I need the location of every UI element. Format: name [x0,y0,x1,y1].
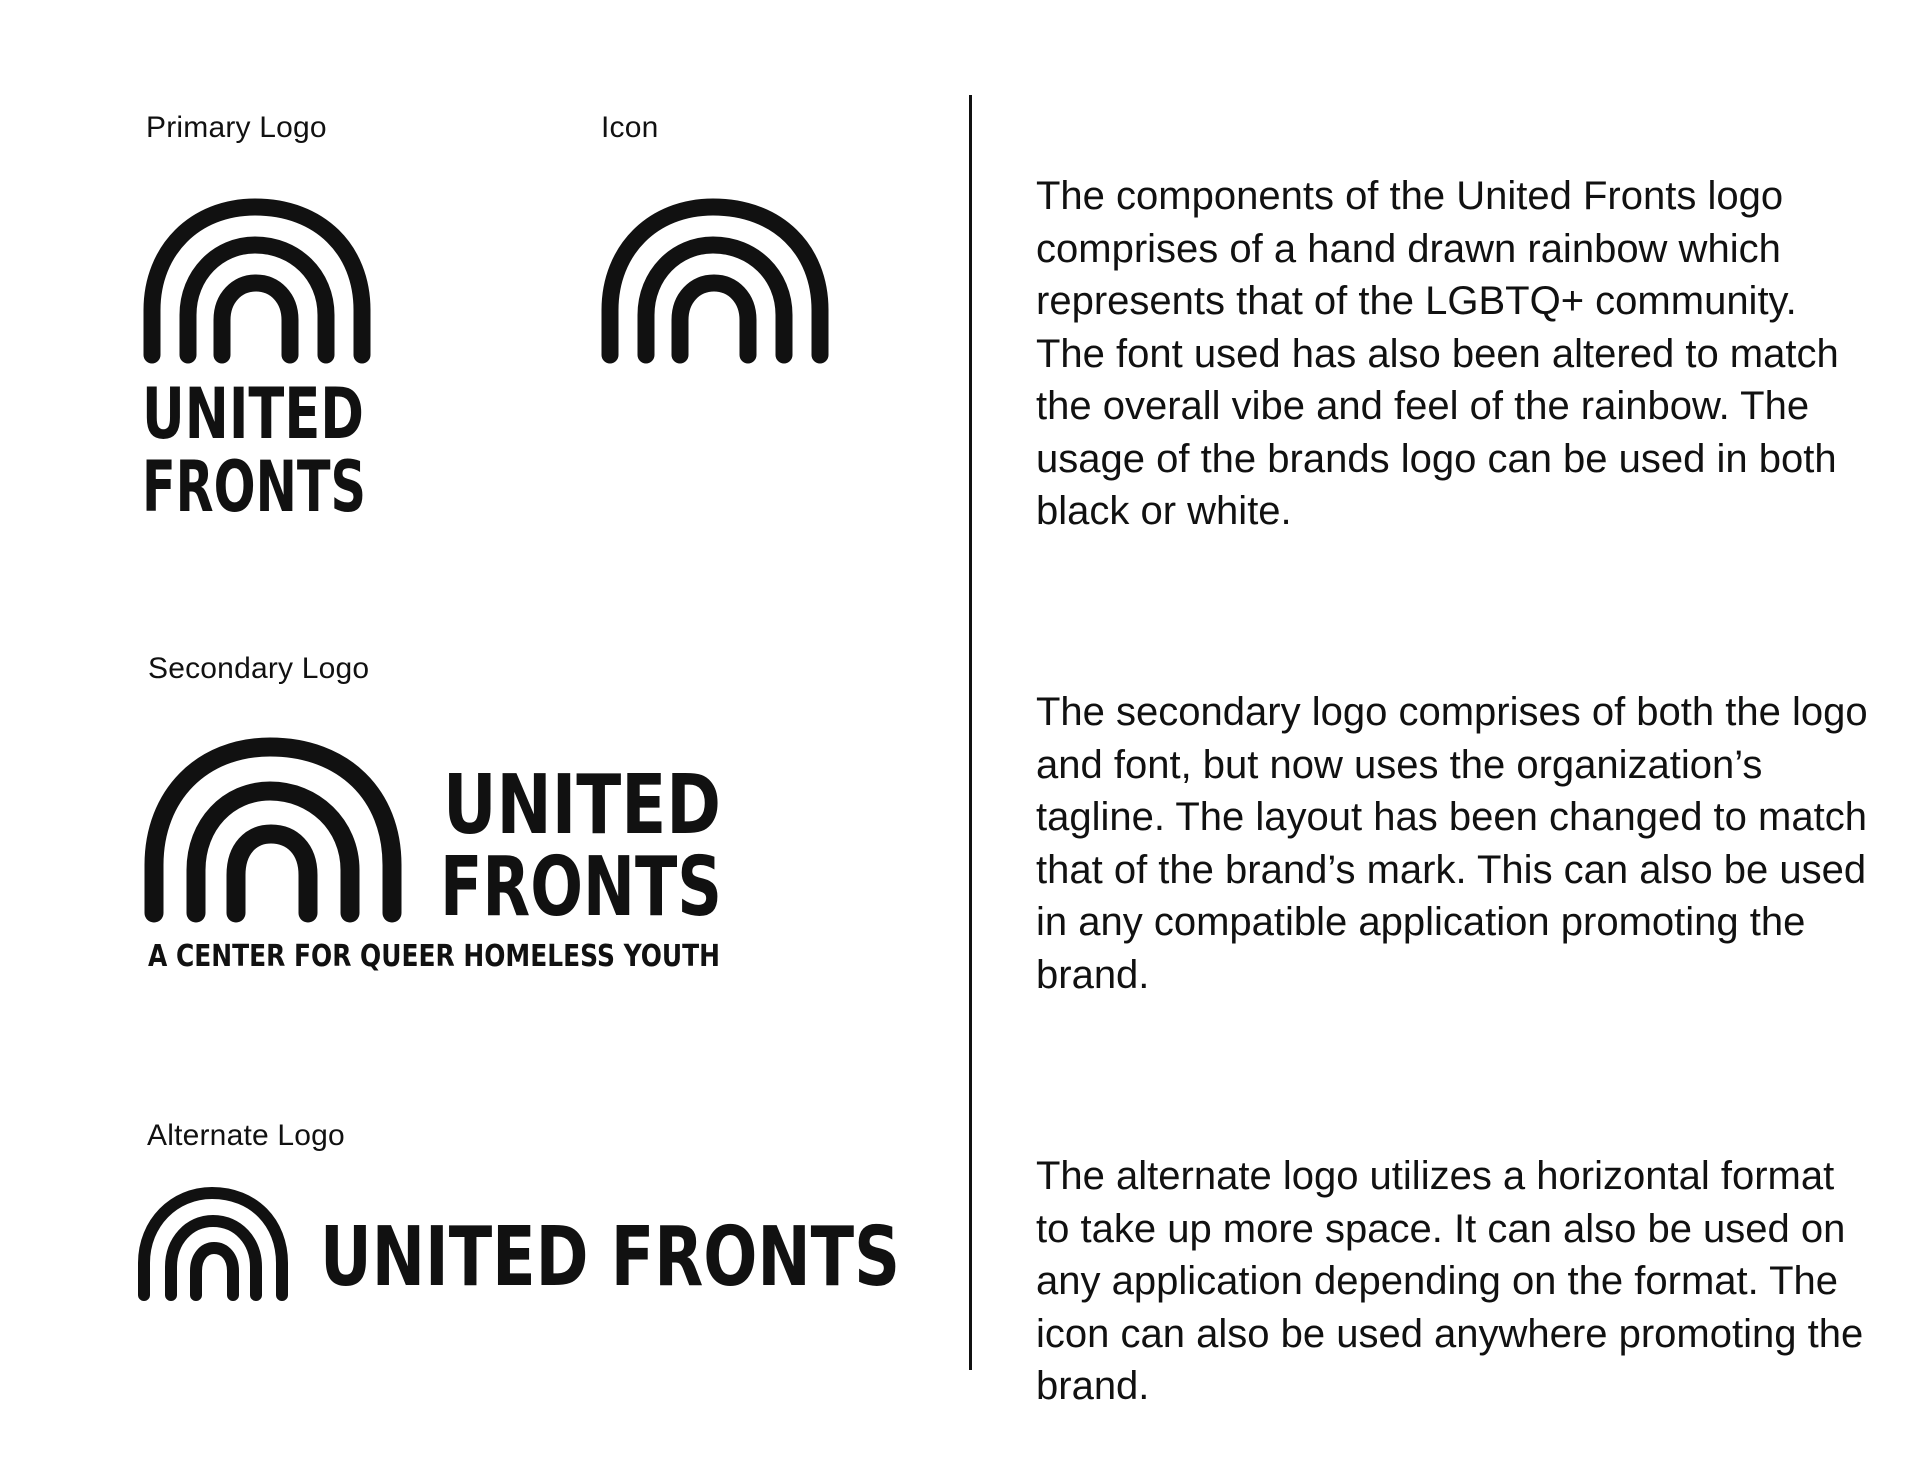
secondary-logo-label: Secondary Logo [148,652,370,685]
icon-logo [598,195,838,370]
rainbow-arches-icon [144,1193,282,1295]
icon-label: Icon [601,111,659,144]
secondary-logo [140,735,740,975]
secondary-word-united: UNITED [443,758,721,853]
alternate-wordmark: UNITED FRONTS [320,1210,900,1305]
alternate-logo-label: Alternate Logo [147,1119,345,1152]
secondary-word-fronts: FRONTS [440,840,722,935]
vertical-divider [969,95,972,1370]
primary-word-united: UNITED [142,373,364,455]
rainbow-arches-icon [154,747,392,913]
primary-logo-label: Primary Logo [146,111,327,144]
alternate-logo-description: The alternate logo utilizes a horizontal format to take up more space. It can also be used on any application depending on the format. The icon can also be used anywhere promoting the brand. [1036,1154,1864,1408]
alternate-logo [136,1185,906,1310]
secondary-tagline: A CENTER FOR QUEER HOMELESS YOUTH [148,939,720,974]
secondary-logo-description: The secondary logo comprises of both the logo and font, but now uses the organization’s tagline. The layout has been changed to match that of the brand’s mark. This can also be used in any compatible application promoting the brand. [1036,690,1868,997]
primary-word-fronts: FRONTS [142,446,366,528]
primary-logo-description: The components of the United Fronts logo comprises of a hand drawn rainbow which represents that of the LGBTQ+ community. The font used has also been altered to match the overall vibe and feel of the rainbow. The usage of the brands logo can be used in both black or white. [1036,174,1839,533]
rainbow-arches-icon [152,207,362,355]
rainbow-arches-icon [610,207,820,355]
primary-logo [140,195,380,528]
